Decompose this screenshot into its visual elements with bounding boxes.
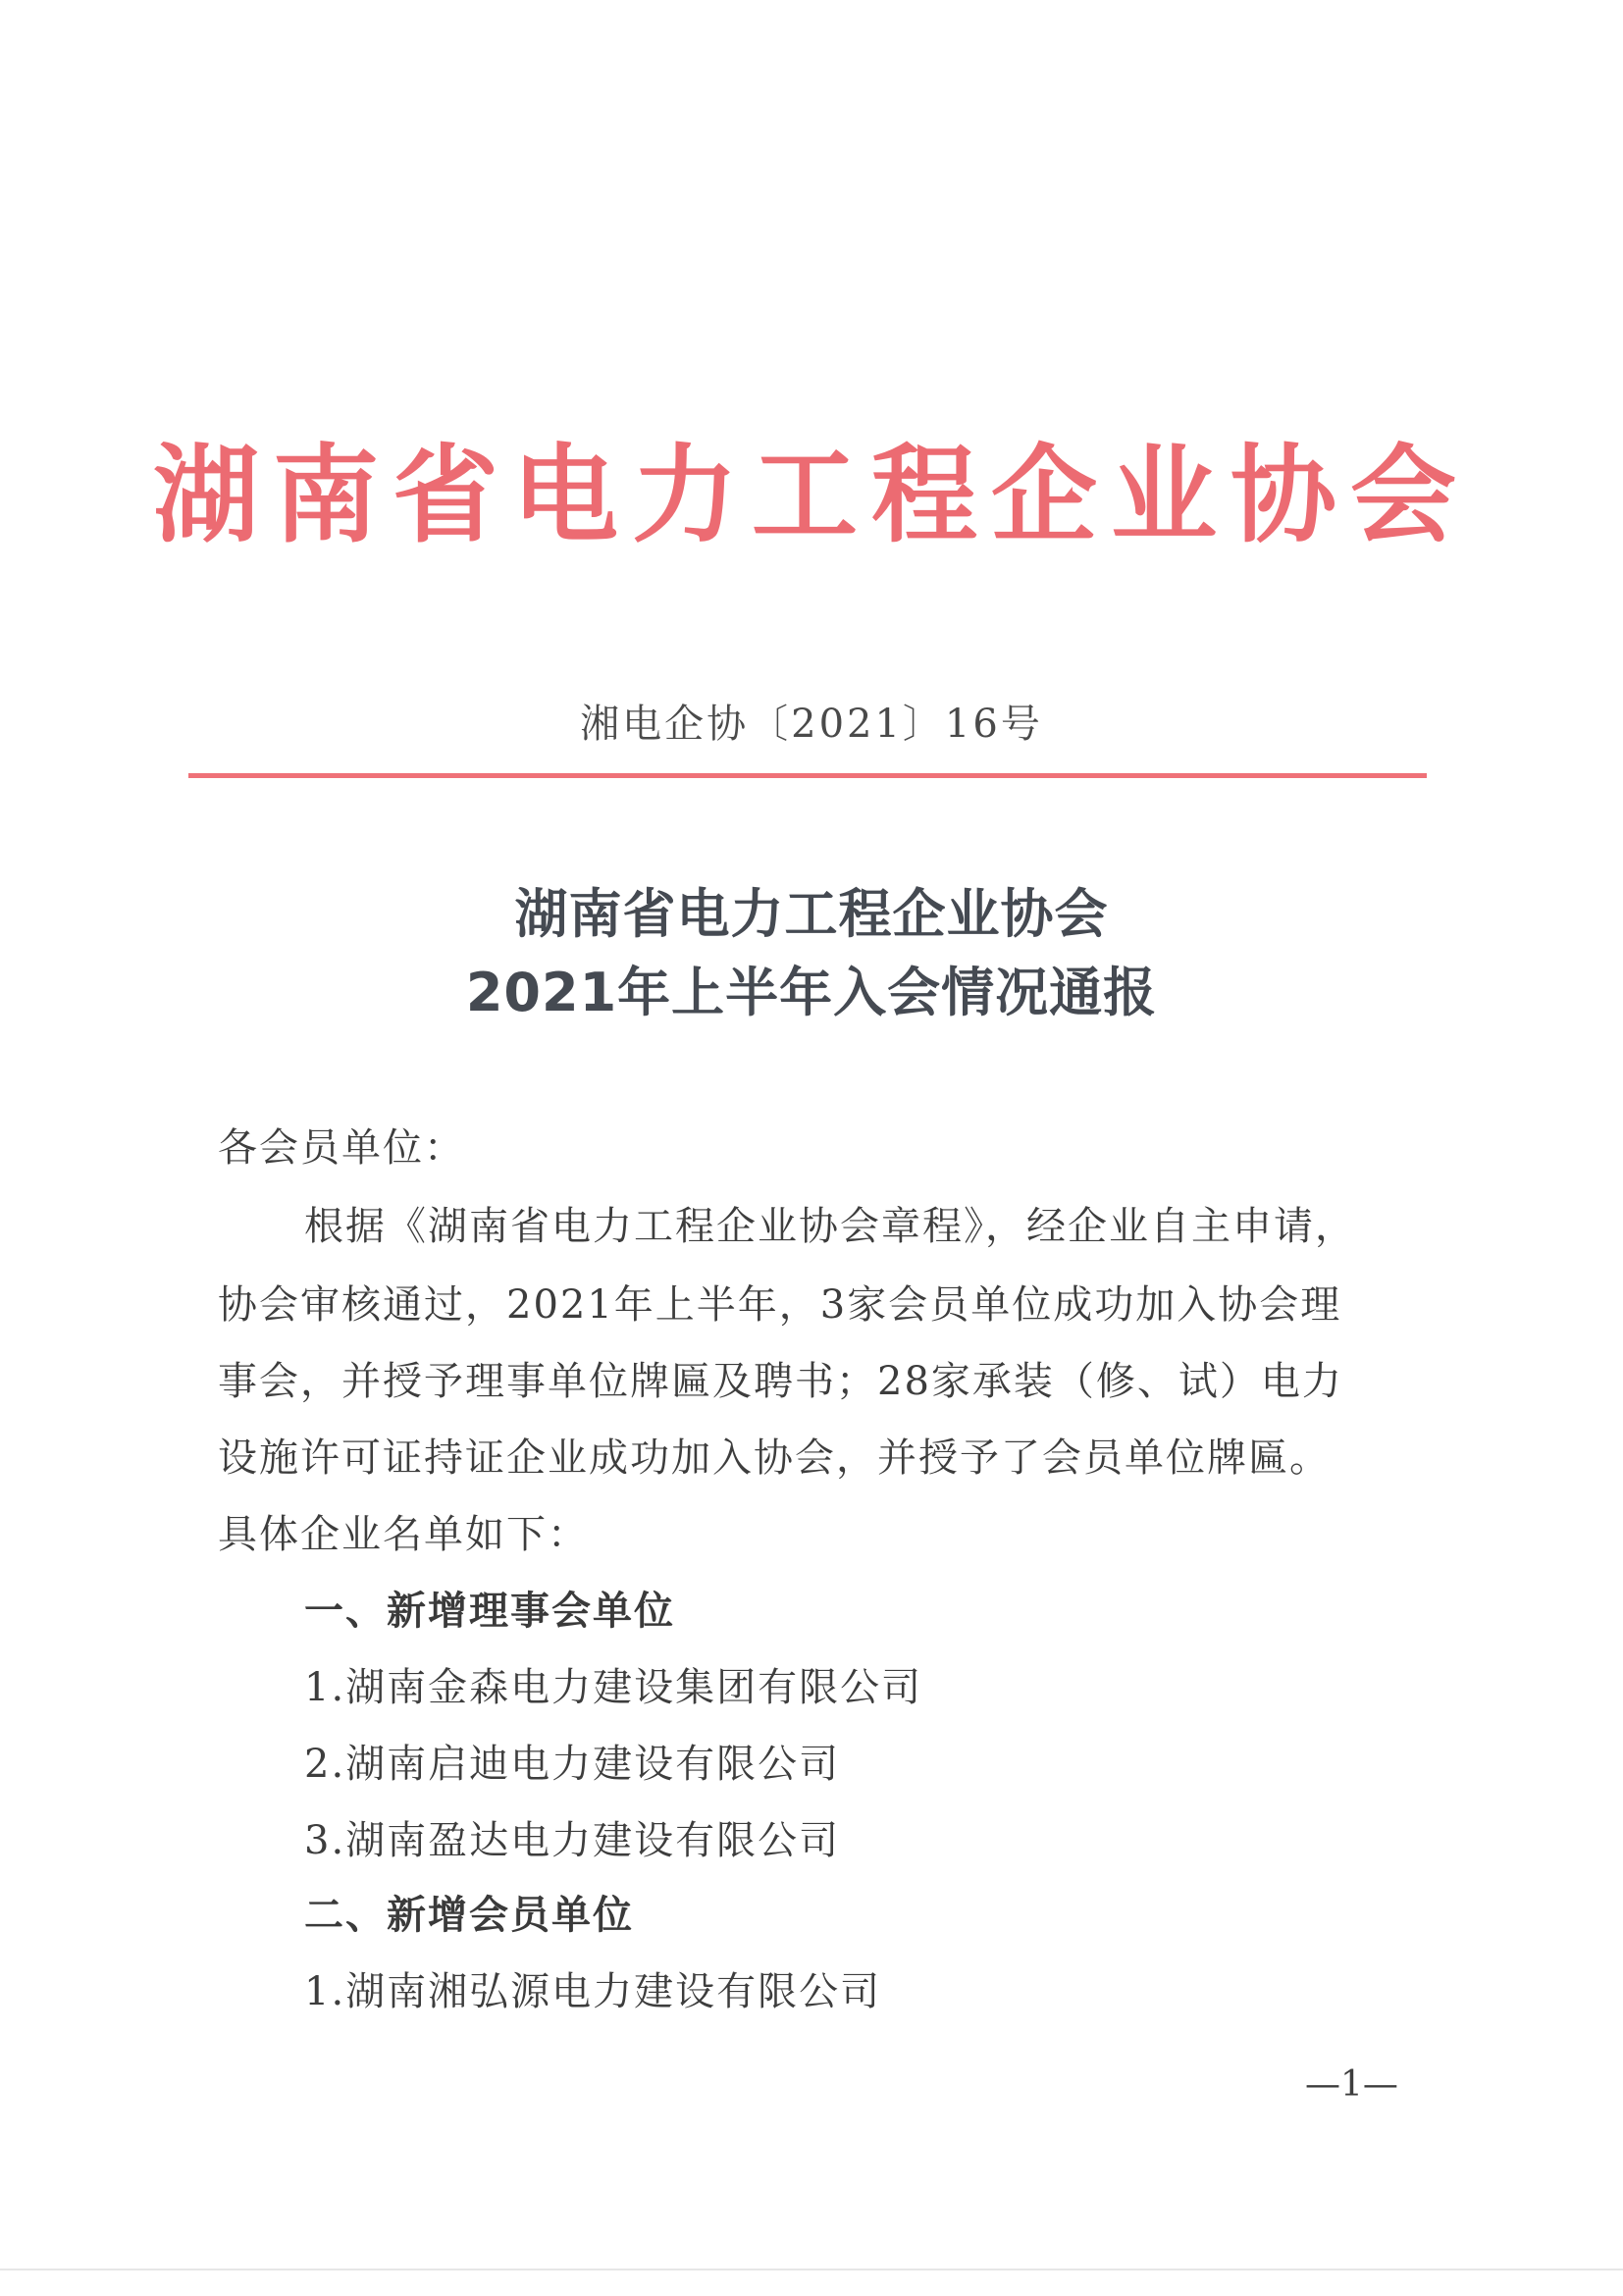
list-item: 3.湖南盈达电力建设有限公司 xyxy=(304,1818,841,1863)
page-number: —1— xyxy=(1305,2064,1398,2105)
body-line: 协会审核通过，2021年上半年，3家会员单位成功加入协会理 xyxy=(218,1282,1342,1328)
body-line: 具体企业名单如下： xyxy=(218,1512,589,1557)
list-item: 2.湖南启迪电力建设有限公司 xyxy=(304,1742,841,1787)
salutation: 各会员单位： xyxy=(218,1125,465,1171)
list-item: 1.湖南湘弘源电力建设有限公司 xyxy=(304,1969,882,2014)
scan-edge-line xyxy=(0,2269,1623,2270)
list-item: 1.湖南金森电力建设集团有限公司 xyxy=(304,1665,923,1710)
document-title-line-1: 湖南省电力工程企业协会 xyxy=(514,883,1109,945)
document-title-line-2: 2021年上半年入会情况通报 xyxy=(465,962,1158,1023)
red-divider-rule xyxy=(188,773,1427,778)
body-line: 事会，并授予理事单位牌匾及聘书；28家承装（修、试）电力 xyxy=(218,1359,1343,1404)
body-line: 设施许可证持证企业成功加入协会，并授予了会员单位牌匾。 xyxy=(218,1435,1331,1481)
letterhead-organization: 湖南省电力工程企业协会 xyxy=(152,434,1470,557)
body-line: 根据《湖南省电力工程企业协会章程》，经企业自主申请， xyxy=(304,1204,1356,1249)
document-number: 湘电企协〔2021〕16号 xyxy=(580,702,1043,747)
section-heading-member-units: 二、新增会员单位 xyxy=(304,1893,634,1938)
section-heading-council-units: 一、新增理事会单位 xyxy=(304,1589,675,1634)
